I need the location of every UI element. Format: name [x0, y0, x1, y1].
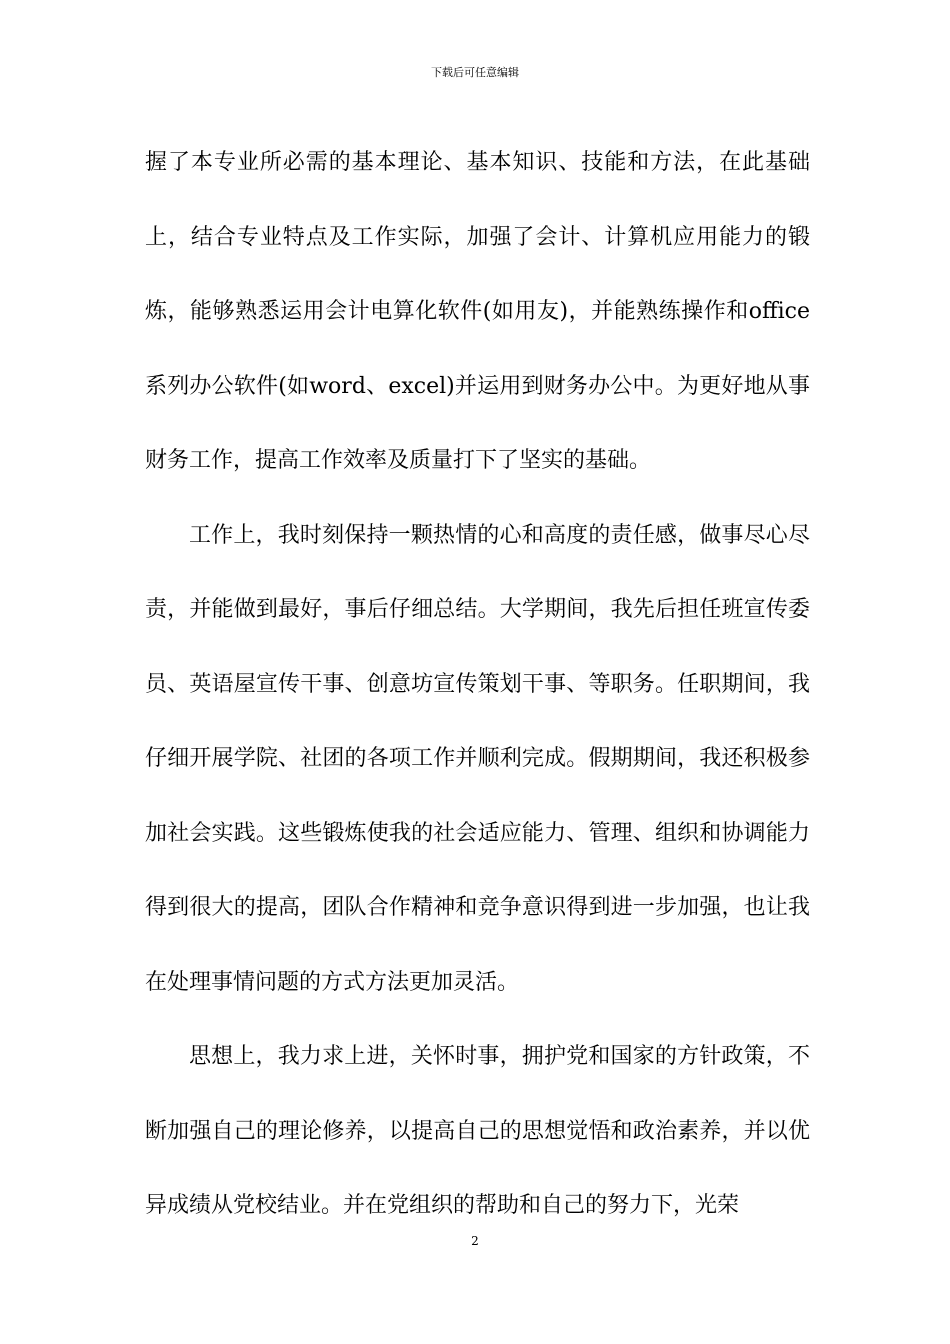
paragraph-2: 工作上，我时刻保持一颗热情的心和高度的责任感，做事尽心尽责，并能做到最好，事后仔细总结。大学期间，我先后担任班宣传委员、英语屋宣传干事、创意坊宣传策划干事、等职务。任职期间，我仔细开展学院、社团的各项工作并顺利完成。假期期间，我还积极参加社会实践。这些锻炼使我的社会适应能力、管理、组织和协调能力得到很大的提高，团队合作精神和竞争意识得到进一步加强，也让我在处理事情问题的方式方法更加灵活。: [145, 522, 810, 995]
paragraph-3: 思想上，我力求上进，关怀时事，拥护党和国家的方针政策，不断加强自己的理论修养，以提高自己的思想觉悟和政治素养，并以优异成绩从党校结业。并在党组织的帮助和自己的努力下，光荣: [145, 1044, 810, 1218]
document-body: [145, 126, 810, 1244]
paragraph-1: 握了本专业所必需的基本理论、基本知识、技能和方法，在此基础上，结合专业特点及工作实际，加强了会计、计算机应用能力的锻炼，能够熟悉运用会计电算化软件(如用友)，并能熟练操作和office系列办公软件(如word、excel)并运用到财务办公中。为更好地从事财务工作，提高工作效率及质量打下了坚实的基础。: [145, 150, 810, 473]
page-header: 下载后可任意编辑: [431, 66, 519, 79]
page-number: 2: [471, 1234, 479, 1248]
